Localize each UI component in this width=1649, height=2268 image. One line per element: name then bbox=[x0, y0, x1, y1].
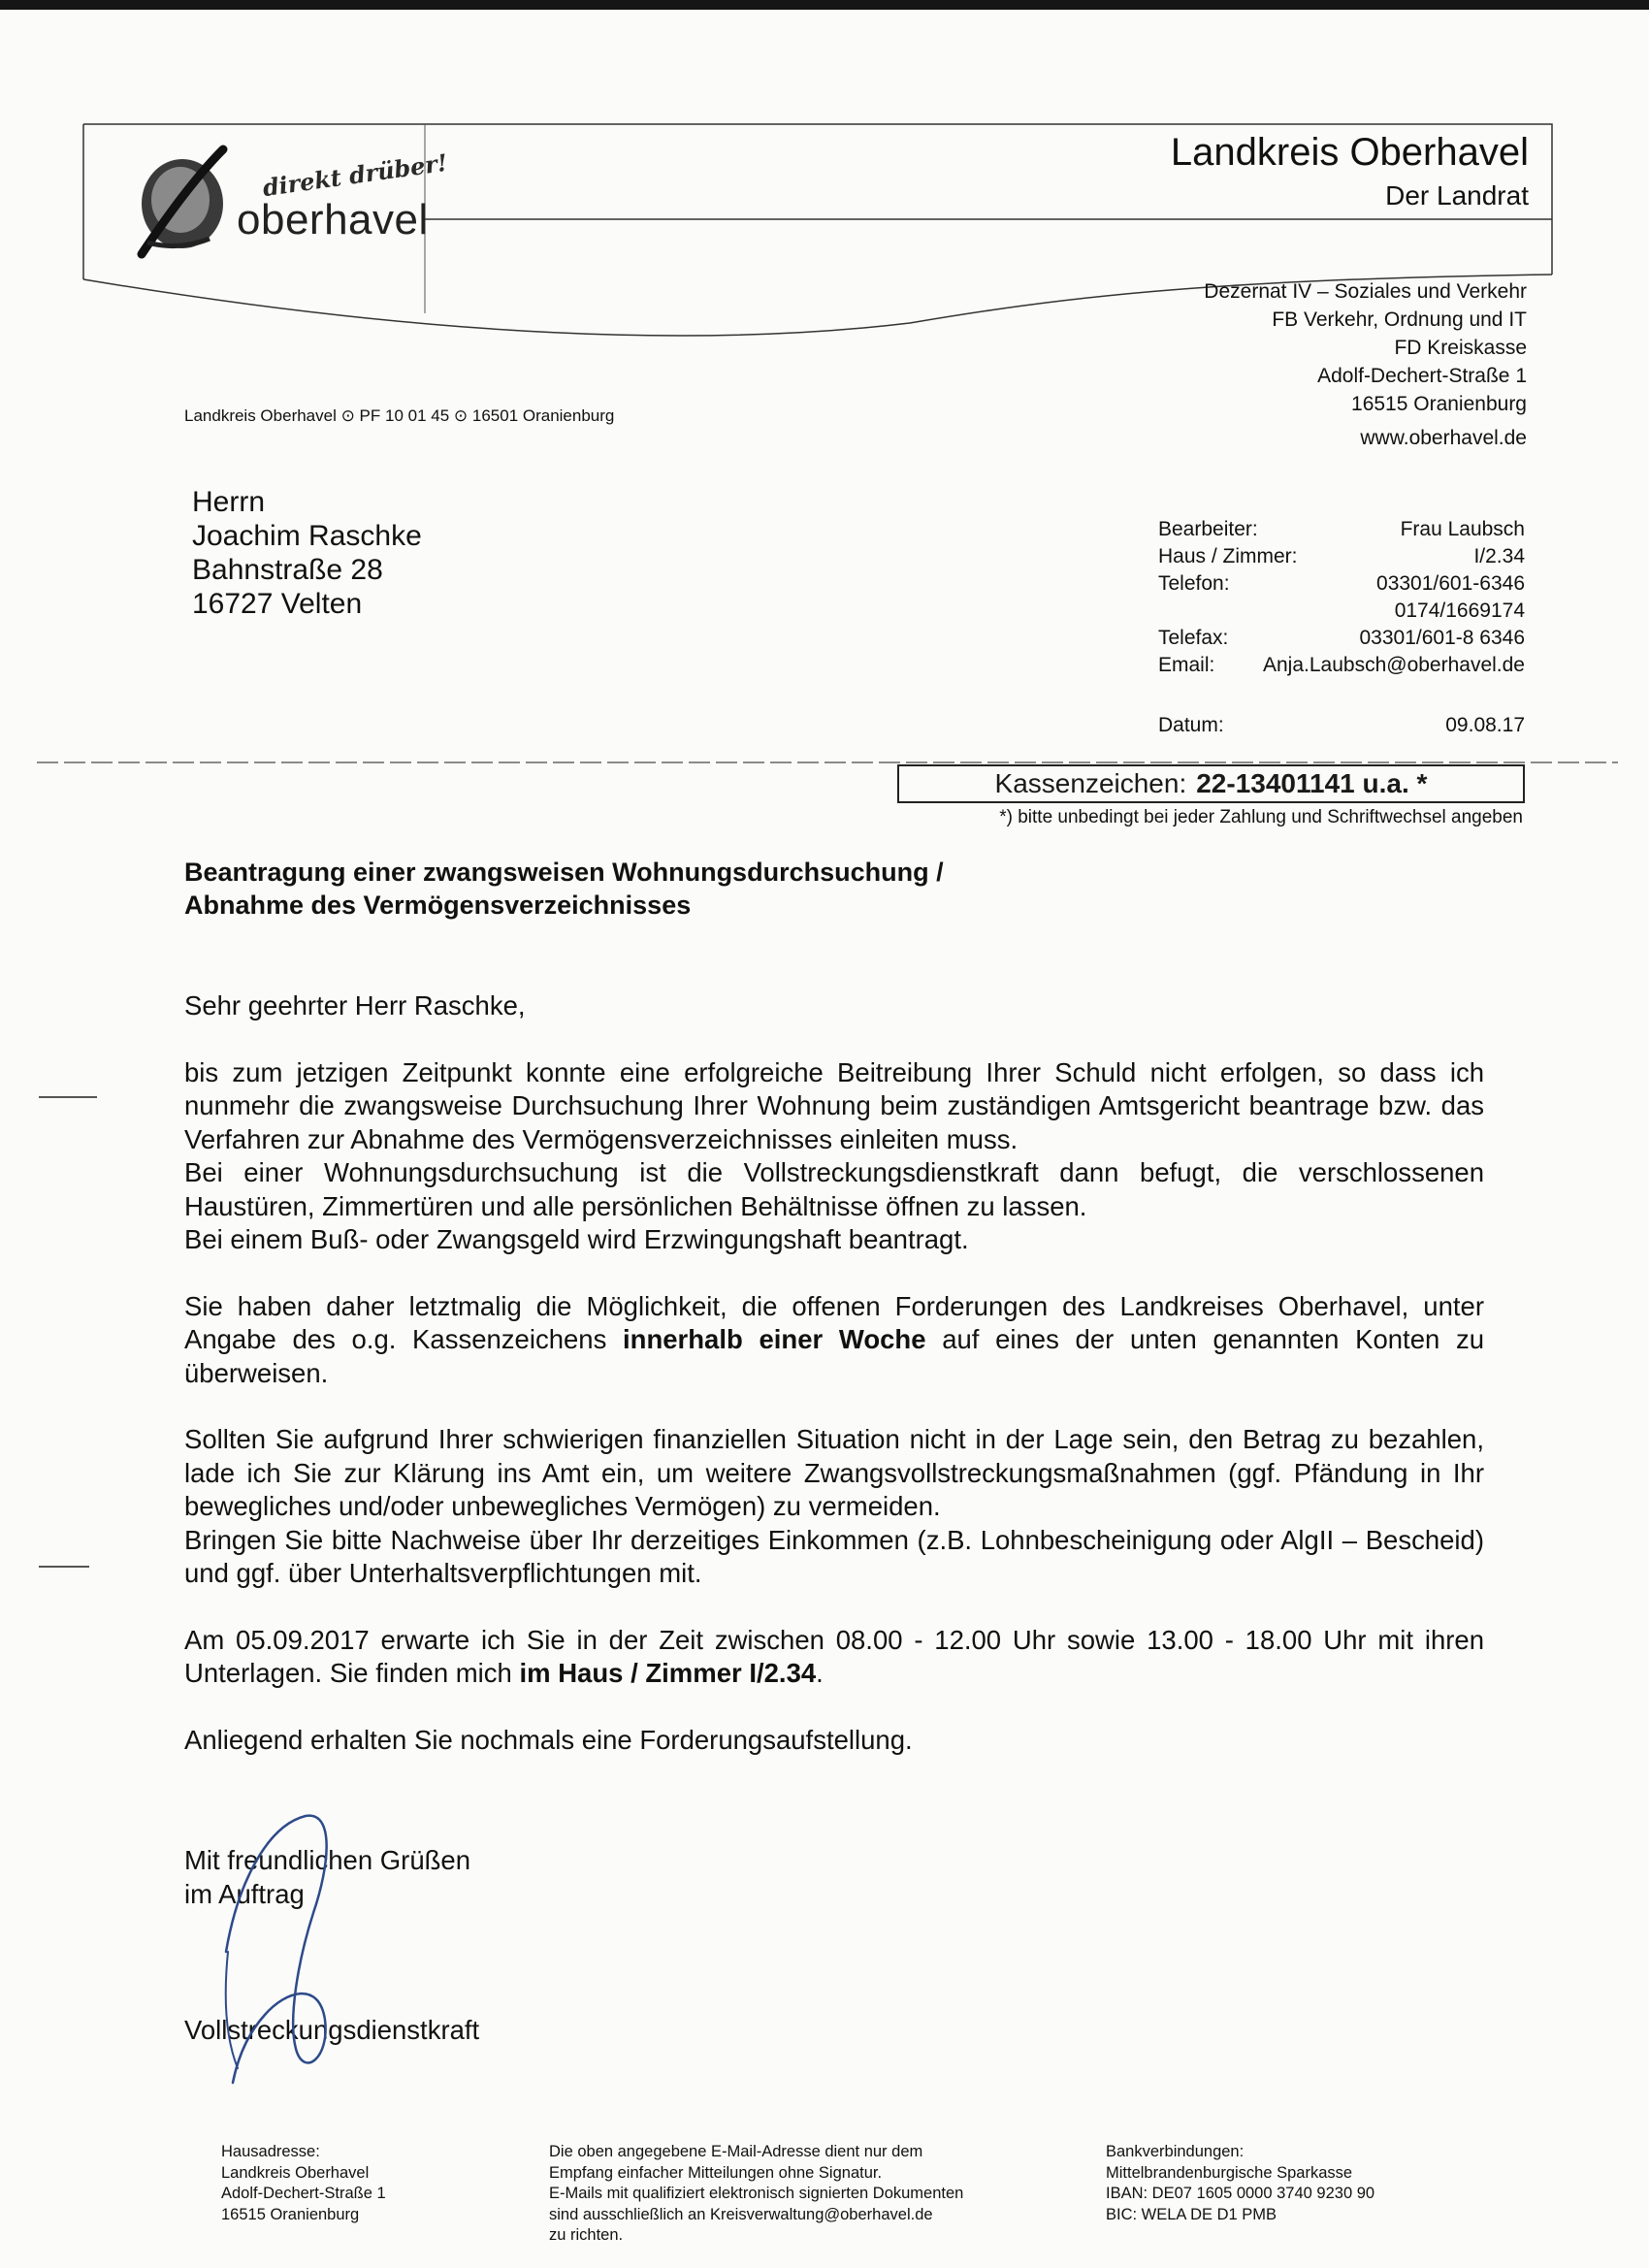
contact-row: Haus / Zimmer: I/2.34 bbox=[1158, 545, 1525, 567]
contact-row: Bearbeiter: Frau Laubsch bbox=[1158, 518, 1525, 540]
signature-icon bbox=[209, 1806, 364, 2097]
paragraph: Bei einem Buß- oder Zwangsgeld wird Erzwingungshaft beantragt. bbox=[184, 1224, 969, 1254]
subject-line: Abnahme des Vermögensverzeichnisses bbox=[184, 891, 692, 920]
dept-line: FD Kreiskasse bbox=[1394, 337, 1527, 359]
paragraph: Sollten Sie aufgrund Ihrer schwierigen finanziellen Situation nicht in der Lage sein, den Betrag zu bezahlen, lade ich Sie zur Klärung ins Amt ein, um weitere Zwangsvollstreckungsmaßnahmen (ggf. Pfändung in Ihr bewegliches und/oder unbewegliches Vermögen) zu vermeiden. bbox=[184, 1424, 1484, 1521]
department-block bbox=[1204, 277, 1527, 452]
date-value: 09.08.17 bbox=[1445, 714, 1525, 736]
date-label: Datum: bbox=[1158, 714, 1224, 736]
fold-mark bbox=[39, 1096, 97, 1098]
address-line: 16727 Velten bbox=[192, 588, 363, 620]
kassenzeichen-box bbox=[897, 764, 1525, 803]
footer-address: Hausadresse: Landkreis Oberhavel Adolf-Dechert-Straße 1 16515 Oranienburg bbox=[221, 2143, 386, 2223]
address-line: Bahnstraße 28 bbox=[192, 554, 383, 586]
contact-row-email[interactable]: Email: Anja.Laubsch@oberhavel.de bbox=[1158, 654, 1525, 676]
footer-bank: Bankverbindungen: Mittelbrandenburgische Sparkasse IBAN: DE07 1605 0000 3740 9230 90 BIC: WELA DE D1 PMB bbox=[1106, 2143, 1375, 2223]
paragraph: Am 05.09.2017 erwarte ich Sie in der Zeit zwischen 08.00 - 12.00 Uhr sowie 13.00 - 18.00 Uhr mit ihren Unterlagen. Sie finden mich im Haus / Zimmer I/2.34. bbox=[184, 1624, 1484, 1688]
logo-slogan: direkt drüber! bbox=[260, 147, 450, 203]
kassenzeichen-note: *) bitte unbedingt bei jeder Zahlung und Schriftwechsel angeben bbox=[999, 807, 1523, 827]
date-row bbox=[1158, 714, 1525, 737]
paragraph: Anliegend erhalten Sie nochmals eine Forderungsaufstellung. bbox=[184, 1724, 913, 1755]
contact-row: 0174/1669174 bbox=[1394, 599, 1525, 622]
paragraph: bis zum jetzigen Zeitpunkt konnte eine erfolgreiche Beitreibung Ihrer Schuld nicht erfolgen, so dass ich nunmehr die zwangsweise Durchsuchung Ihrer Wohnung beim zuständigen Amtsgericht beantrage bzw. das Verfahren zur Abnahme des Vermögensverzeichnisses einleiten muss. bbox=[184, 1056, 1484, 1154]
salutation: Sehr geehrter Herr Raschke, bbox=[184, 990, 526, 1021]
kassenzeichen-value: 22-13401141 u.a. * bbox=[1196, 768, 1428, 798]
fold-mark bbox=[39, 1566, 89, 1568]
contact-block bbox=[1158, 516, 1525, 679]
closing-line: Mit freundlichen Grüßen bbox=[184, 1845, 470, 1875]
contact-row: Telefax: 03301/601-8 6346 bbox=[1158, 627, 1525, 649]
logo-wordmark: oberhavel bbox=[237, 196, 429, 243]
closing-line: im Auftrag bbox=[184, 1879, 305, 1909]
address-line: Joachim Raschke bbox=[192, 520, 422, 552]
subject-heading bbox=[184, 856, 944, 922]
footer-email-notice: Die oben angegebene E-Mail-Adresse dient nur dem Empfang einfacher Mitteilungen ohne Signatur. E-Mails mit qualifiziert elektronisch signierten Dokumenten sind ausschließlich an Kreisverwaltung@oberhavel.de zu richten. bbox=[549, 2143, 964, 2244]
dept-line: FB Verkehr, Ordnung und IT bbox=[1272, 308, 1527, 331]
letter-body bbox=[184, 989, 1484, 1757]
scan-edge bbox=[0, 0, 1649, 10]
paragraph: Bringen Sie bitte Nachweise über Ihr derzeitiges Einkommen (z.B. Lohnbescheinigung oder AlgII – Bescheid) und ggf. über Unterhaltsverpflichtungen mit. bbox=[184, 1524, 1484, 1588]
subject-line: Beantragung einer zwangsweisen Wohnungsdurchsuchung / bbox=[184, 858, 944, 887]
kassenzeichen-label: Kassenzeichen: bbox=[994, 768, 1187, 798]
paragraph: Bei einer Wohnungsdurchsuchung ist die Vollstreckungsdienstkraft dann befugt, die verschlossenen Haustüren, Zimmertüren und alle persönlichen Behältnisse öffnen zu lassen. bbox=[184, 1157, 1484, 1221]
dept-line: 16515 Oranienburg bbox=[1351, 393, 1527, 415]
website-link[interactable]: www.oberhavel.de bbox=[1360, 427, 1527, 449]
dept-line: Dezernat IV – Soziales und Verkehr bbox=[1204, 280, 1527, 303]
contact-row: Telefon: 03301/601-6346 bbox=[1158, 572, 1525, 595]
oberhavel-logo-icon bbox=[130, 146, 237, 262]
paragraph: Sie haben daher letztmalig die Möglichkeit, die offenen Forderungen des Landkreises Oberhavel, unter Angabe des o.g. Kassenzeichens innerhalb einer Woche auf eines der unten genannten Konten zu überweisen. bbox=[184, 1290, 1485, 1388]
org-name: Landkreis Oberhavel bbox=[1170, 131, 1529, 174]
signer-title: Vollstreckungsdienstkraft bbox=[184, 2015, 480, 2045]
address-line: Herrn bbox=[192, 486, 266, 518]
recipient-address bbox=[192, 485, 422, 621]
org-subtitle: Der Landrat bbox=[1385, 180, 1529, 211]
dept-line: Adolf-Dechert-Straße 1 bbox=[1317, 365, 1527, 387]
sender-return-line: Landkreis Oberhavel ⊙ PF 10 01 45 ⊙ 16501 Oranienburg bbox=[184, 406, 615, 425]
